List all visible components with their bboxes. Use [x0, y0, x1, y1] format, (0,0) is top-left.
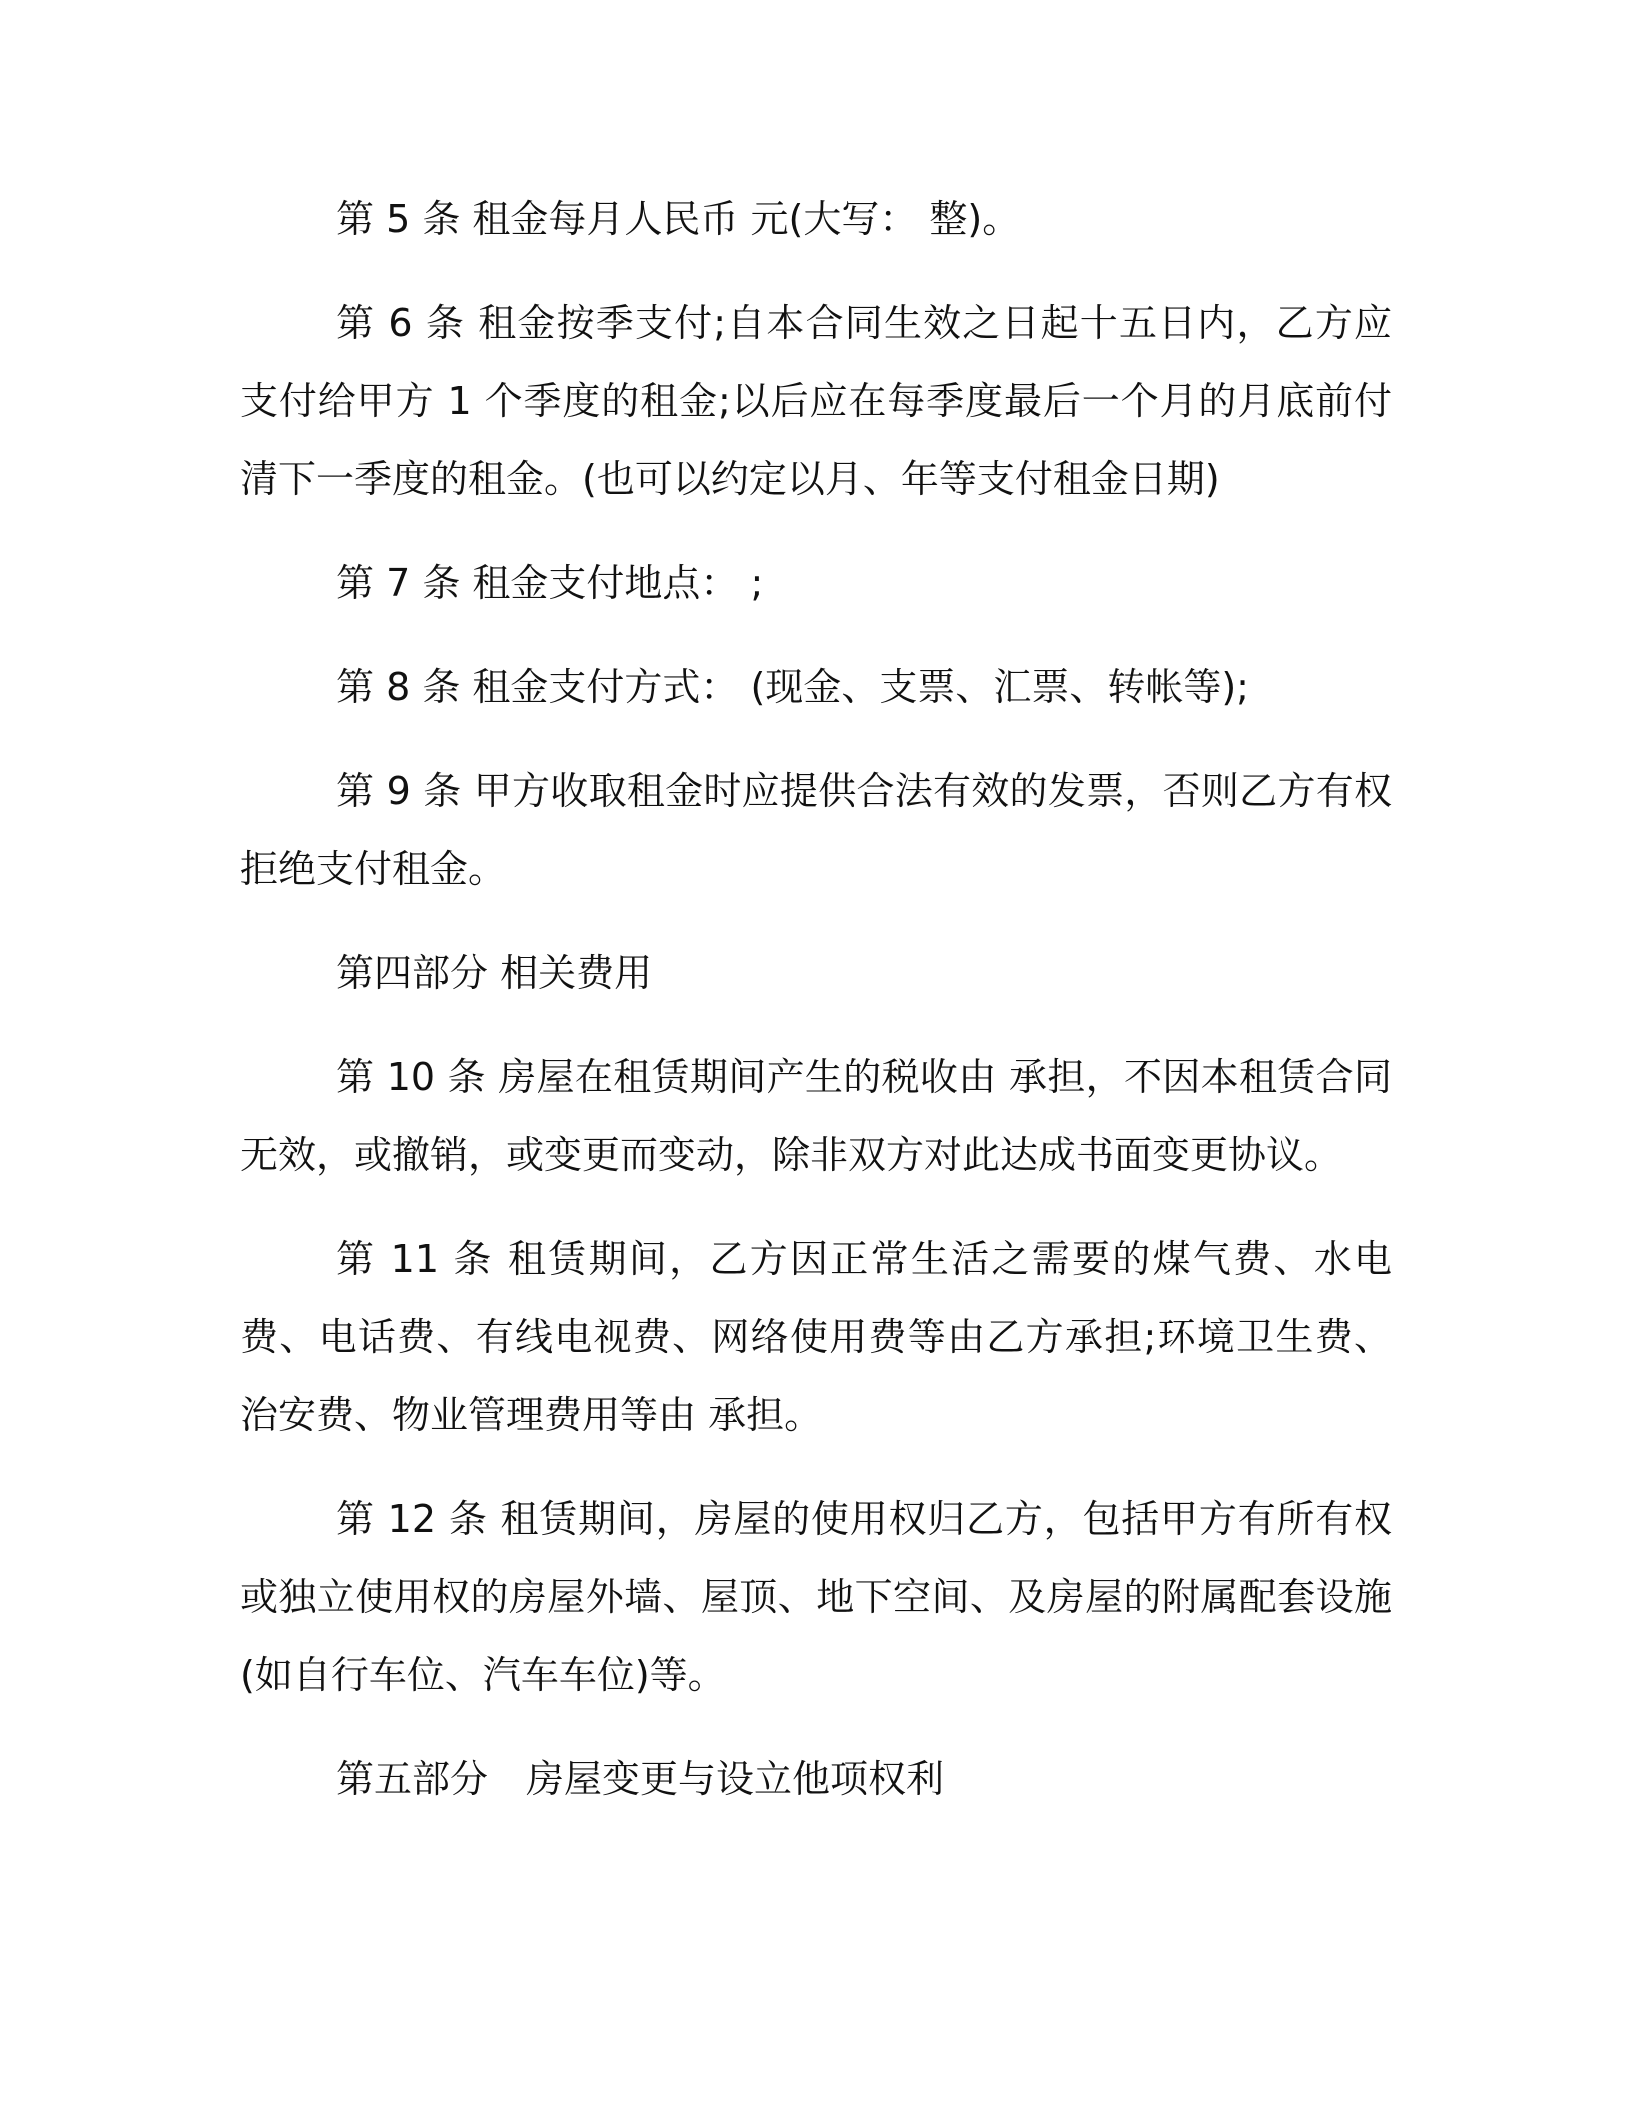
- document-body: [240, 180, 1392, 1844]
- article-5: 第 5 条 租金每月人民币 元(大写： 整)。: [336, 197, 1021, 241]
- section-heading-part-4: 第四部分 相关费用: [336, 951, 653, 995]
- article-9: 第 9 条 甲方收取租金时应提供合法有效的发票，否则乙方有权拒绝支付租金。: [240, 769, 1392, 891]
- article-10: 第 10 条 房屋在租赁期间产生的税收由 承担，不因本租赁合同无效，或撤销，或变更而变动，除非双方对此达成书面变更协议。: [240, 1055, 1392, 1177]
- article-11: 第 11 条 租赁期间，乙方因正常生活之需要的煤气费、水电费、电话费、有线电视费、网络使用费等由乙方承担;环境卫生费、治安费、物业管理费用等由 承担。: [240, 1237, 1392, 1437]
- article-12: 第 12 条 租赁期间，房屋的使用权归乙方，包括甲方有所有权或独立使用权的房屋外墙、屋顶、地下空间、及房屋的附属配套设施(如自行车位、汽车车位)等。: [240, 1497, 1392, 1697]
- section-heading-part-5: 第五部分 房屋变更与设立他项权利: [336, 1757, 945, 1801]
- article-6: 第 6 条 租金按季支付;自本合同生效之日起十五日内，乙方应支付给甲方 1 个季度的租金;以后应在每季度最后一个月的月底前付清下一季度的租金。(也可以约定以月、年等支付租金日期): [240, 301, 1392, 501]
- article-8: 第 8 条 租金支付方式： (现金、支票、汇票、转帐等);: [336, 665, 1249, 709]
- article-7: 第 7 条 租金支付地点： ;: [336, 561, 764, 605]
